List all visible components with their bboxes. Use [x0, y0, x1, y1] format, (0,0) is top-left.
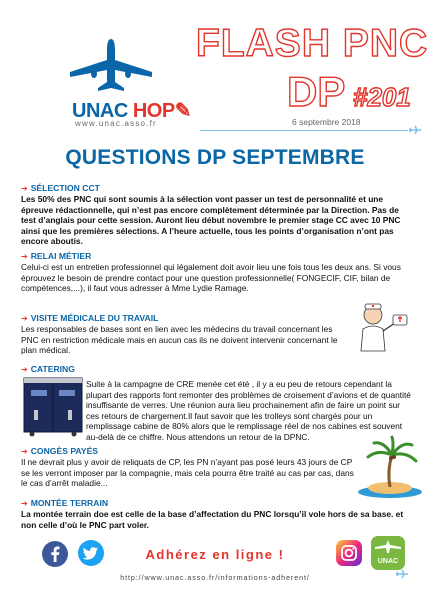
airplane-logo-icon: [68, 36, 154, 94]
section-body-conges: Il ne devrait plus y avoir de reliquats de CP, les PN n’ayant pas posé leurs 43 jours de CP se les verront imposer par la compagnie, mais cela pourra être traité au cas par cas, dans le cas d’arrêt maladie...: [21, 457, 354, 489]
brand-unac: UNAC: [72, 100, 128, 122]
arrow-right-icon: ➔: [21, 447, 28, 456]
page-title: QUESTIONS DP SEPTEMBRE: [65, 146, 365, 169]
section-heading-selection: ➔ SÉLECTION CCT: [21, 183, 100, 193]
unac-app-icon[interactable]: [371, 536, 405, 570]
issue-number: #201: [353, 82, 411, 112]
arrow-right-icon: ➔: [21, 314, 28, 323]
small-plane-icon: [395, 568, 409, 580]
join-online-cta[interactable]: Adhérez en ligne !: [145, 547, 285, 562]
section-body-montee: La montée terrain doe est celle de la base d’affectation du PNC lorsqu’il vole hors de sa base. et non celle d’où le PNC part voler.: [21, 509, 404, 530]
doctor-illustration-icon: [349, 301, 411, 353]
small-plane-icon: [408, 124, 422, 136]
section-heading-relai: ➔ RELAI MÉTIER: [21, 251, 92, 261]
instagram-icon[interactable]: [336, 540, 362, 566]
arrow-right-icon: ➔: [21, 499, 28, 508]
section-heading-montee: ➔ MONTÉE TERRAIN: [21, 498, 109, 508]
section-body-selection: Les 50% des PNC qui sont soumis à la sélection vont passer un test de personnalité et une épreuve rédactionnelle, qui n’est pas encore complètement déterminée par la Direction. Pas de test d’anglais pour cette session. Auront lieu début novembre le premier stage CC avec 10 PNC ainsi que les premières sélections. A l’heure actuelle, tous les points d’organisation n’ont pas encore aboutis.: [21, 194, 401, 247]
palm-island-icon: [356, 435, 424, 500]
section-heading-visite: ➔ VISITE MÉDICALE DU TRAVAIL: [21, 313, 159, 323]
flash-title: FLASH PNC: [196, 22, 429, 65]
catering-trolley-icon: [22, 376, 84, 437]
footer-url[interactable]: http://www.unac.asso.fr/informations-adherent/: [120, 573, 310, 582]
section-body-relai: Celui-ci est un entretien professionnel qui légalement doit avoir lieu une fois tous les deux ans. Si vous éprouvez le besoin de prendre contact pour une question professionnelle( FONGECIF, CIF, bilan de compétences,...), il faut vous adresser à Mme Lydie Ramage.: [21, 262, 401, 294]
section-body-visite: Les responsables de bases sont en lien avec les médecins du travail concernant les PNC en restriction médicale mais en aucun cas ils ne doivent intervenir concernant le plan médical.: [21, 324, 338, 356]
section-heading-conges: ➔ CONGÈS PAYÉS: [21, 446, 99, 456]
site-url: www.unac.asso.fr: [75, 119, 157, 128]
arrow-right-icon: ➔: [21, 365, 28, 374]
section-heading-catering: ➔ CATERING: [21, 364, 75, 374]
brand-hop: HOP: [132, 100, 175, 122]
arrow-right-icon: ➔: [21, 184, 28, 193]
header-divider: [200, 130, 408, 131]
pen-icon: ✎: [174, 100, 191, 122]
section-body-catering: Suite à la campagne de CRE menée cet été , il y a eu peu de retours cependant la plupart des rapports font remonter des problèmes de croisement d’avions et de quantité insuffisante de verres. Une réunion aura lieu prochainement afin de faire un point sur ces retours de chargement.Il faut savoir que les trolleys sont chargés pour un remplissage cabine de 80% alors que le remplissage réel de nos cabines est souvent au-delà de ce chiffre. Nous attendons un retour de la DPNC.: [86, 379, 411, 442]
dp-label: DP: [287, 68, 346, 115]
app-icon-label: UNAC: [377, 558, 399, 565]
arrow-right-icon: ➔: [21, 252, 28, 261]
issue-date: 6 septembre 2018: [292, 117, 361, 127]
